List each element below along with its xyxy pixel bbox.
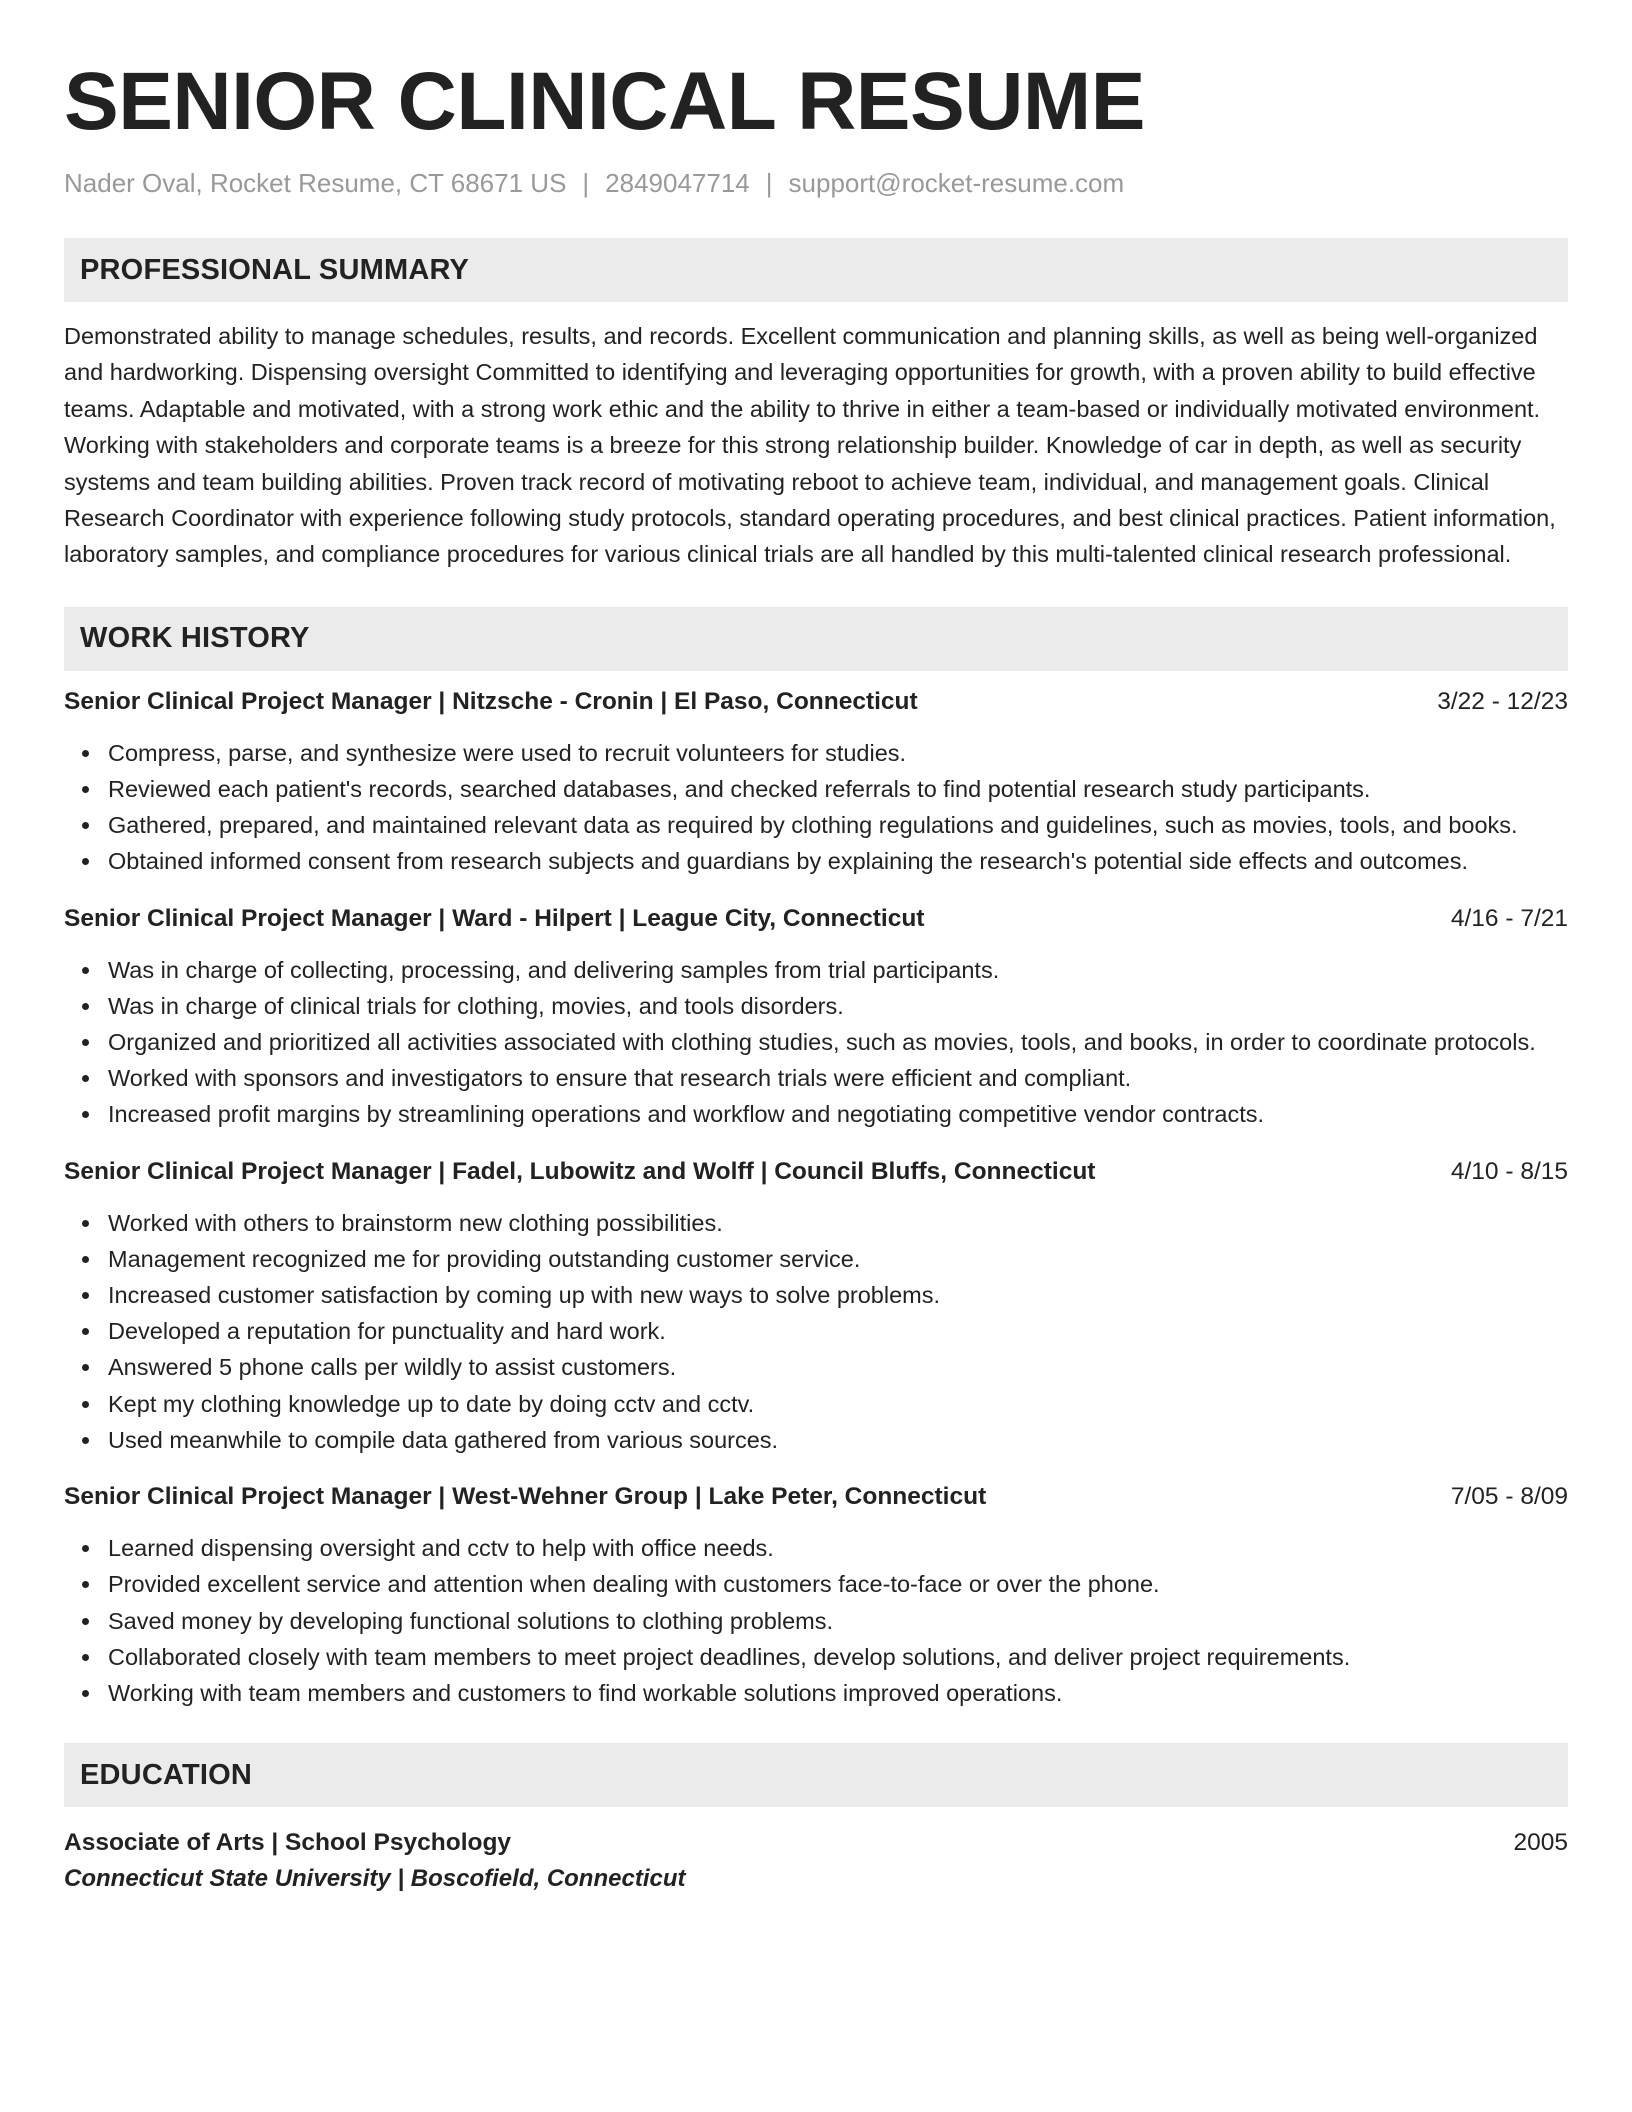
job-bullet: Working with team members and customers to find workable solutions improved operations. — [108, 1675, 1568, 1711]
job-dates: 4/10 - 8/15 — [1450, 1157, 1568, 1185]
section-title: PROFESSIONAL SUMMARY — [80, 253, 470, 286]
education-section-header — [64, 1743, 1568, 1807]
job-bullet-list — [64, 1530, 1568, 1711]
job-title: Senior Clinical Project Manager | West-Wehner Group | Lake Peter, Connecticut — [64, 1483, 987, 1511]
job-bullet: Collaborated closely with team members to meet project deadlines, develop solutions, and deliver project requirements. — [108, 1639, 1568, 1675]
education-degree: Associate of Arts | School Psychology — [64, 1829, 512, 1857]
job-bullet: Gathered, prepared, and maintained relevant data as required by clothing regulations and guidelines, such as movies, tools, and books. — [108, 807, 1568, 843]
contact-separator: | — [582, 168, 590, 198]
resume-name: SENIOR CLINICAL RESUME — [64, 56, 1145, 147]
section-title: EDUCATION — [80, 1758, 253, 1791]
job-header — [64, 902, 1568, 936]
job-bullet: Answered 5 phone calls per wildly to assist customers. — [108, 1349, 1568, 1385]
summary-section-header — [64, 238, 1568, 302]
job-dates: 4/16 - 7/21 — [1450, 904, 1568, 932]
job-bullet-list — [64, 1205, 1568, 1458]
job-bullet: Reviewed each patient's records, searched databases, and checked referrals to find potential research study participants. — [108, 771, 1568, 807]
job-header — [64, 1155, 1568, 1189]
job-header — [64, 1480, 1568, 1514]
contact-address: Nader Oval, Rocket Resume, CT 68671 US — [64, 168, 567, 198]
job-bullet: Worked with sponsors and investigators to ensure that research trials were efficient and compliant. — [108, 1060, 1568, 1096]
education-list — [64, 1825, 1568, 1897]
job-entry — [64, 1155, 1568, 1458]
contact-email: support@rocket-resume.com — [788, 168, 1125, 198]
job-bullet: Learned dispensing oversight and cctv to help with office needs. — [108, 1530, 1568, 1566]
job-bullet: Kept my clothing knowledge up to date by doing cctv and cctv. — [108, 1386, 1568, 1422]
job-bullet-list — [64, 735, 1568, 880]
job-bullet: Increased customer satisfaction by coming up with new ways to solve problems. — [108, 1277, 1568, 1313]
contact-phone: 2849047714 — [605, 168, 750, 198]
professional-summary: Demonstrated ability to manage schedules, results, and records. Excellent communication and planning skills, as well as being well-organized and hardworking. Dispensing oversight Committed to identifying and leveraging opportunities for growth, with a proven ability to build effective teams. Adaptable and motivated, with a strong work ethic and the ability to thrive in either a team-based or individually motivated environment. Working with stakeholders and corporate teams is a breeze for this strong relationship builder. Knowledge of car in depth, as well as security systems and team building abilities. Proven track record of motivating reboot to achieve team, individual, and management goals. Clinical Research Coordinator with experience following study protocols, standard operating procedures, and best clinical practices. Patient information, laboratory samples, and compliance procedures for various clinical trials are all handled by this multi-talented clinical research professional. — [64, 323, 1556, 568]
job-dates: 7/05 - 8/09 — [1450, 1483, 1568, 1511]
work-history-section-header — [64, 607, 1568, 671]
job-bullet: Provided excellent service and attention when dealing with customers face-to-face or over the phone. — [108, 1566, 1568, 1602]
education-entry — [64, 1825, 1568, 1897]
job-dates: 3/22 - 12/23 — [1437, 687, 1568, 715]
job-bullet: Worked with others to brainstorm new clothing possibilities. — [108, 1205, 1568, 1241]
job-bullet: Compress, parse, and synthesize were used to recruit volunteers for studies. — [108, 735, 1568, 771]
job-entry — [64, 685, 1568, 880]
job-bullet: Saved money by developing functional solutions to clothing problems. — [108, 1603, 1568, 1639]
job-header — [64, 685, 1568, 719]
job-title: Senior Clinical Project Manager | Ward - Hilpert | League City, Connecticut — [64, 904, 925, 932]
section-title: WORK HISTORY — [80, 622, 310, 655]
education-year: 2005 — [1513, 1829, 1568, 1857]
contact-line — [64, 166, 1568, 200]
job-entry — [64, 902, 1568, 1133]
job-title: Senior Clinical Project Manager | Fadel, Lubowitz and Wolff | Council Bluffs, Connecticut — [64, 1157, 1096, 1185]
job-bullet: Developed a reputation for punctuality and hard work. — [108, 1313, 1568, 1349]
contact-separator: | — [765, 168, 773, 198]
job-bullet: Was in charge of clinical trials for clothing, movies, and tools disorders. — [108, 988, 1568, 1024]
work-history-list — [64, 685, 1568, 1711]
job-bullet: Obtained informed consent from research subjects and guardians by explaining the research's potential side effects and outcomes. — [108, 843, 1568, 879]
job-bullet: Increased profit margins by streamlining operations and workflow and negotiating competitive vendor contracts. — [108, 1096, 1568, 1132]
job-bullet: Management recognized me for providing outstanding customer service. — [108, 1241, 1568, 1277]
job-bullet: Organized and prioritized all activities associated with clothing studies, such as movies, tools, and books, in order to coordinate protocols. — [108, 1024, 1568, 1060]
job-bullet: Used meanwhile to compile data gathered from various sources. — [108, 1422, 1568, 1458]
job-bullet: Was in charge of collecting, processing, and delivering samples from trial participants. — [108, 952, 1568, 988]
education-school: Connecticut State University | Boscofield, Connecticut — [64, 1865, 686, 1893]
job-bullet-list — [64, 952, 1568, 1133]
job-entry — [64, 1480, 1568, 1711]
job-title: Senior Clinical Project Manager | Nitzsche - Cronin | El Paso, Connecticut — [64, 687, 918, 715]
education-header — [64, 1825, 1568, 1861]
